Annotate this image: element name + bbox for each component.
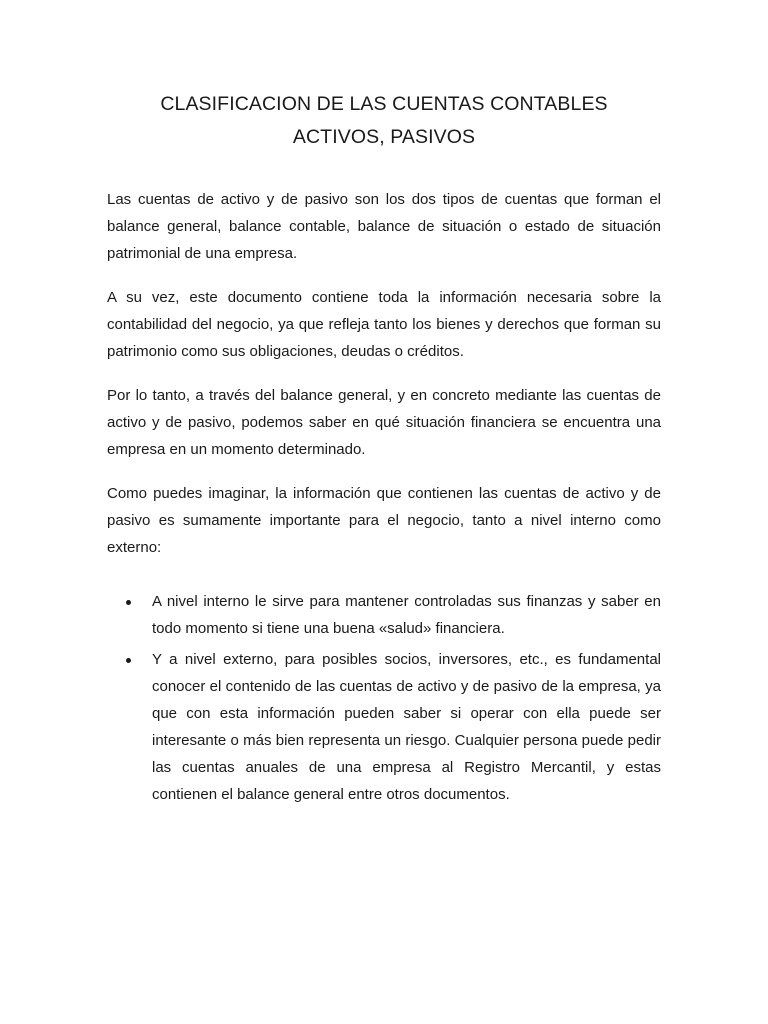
document-body: [107, 186, 661, 812]
bullet-dot-icon: [126, 600, 131, 605]
bullet-list: [107, 588, 661, 808]
paragraph-4: Como puedes imaginar, la información que contienen las cuentas de activo y de pasivo es sumamente importante para el negocio, tanto a nivel interno como externo:: [107, 485, 661, 556]
title-line-2: ACTIVOS, PASIVOS: [292, 126, 476, 148]
bullet-dot-icon: [126, 658, 131, 663]
paragraph-3: Por lo tanto, a través del balance general, y en concreto mediante las cuentas de activo y de pasivo, podemos saber en qué situación financiera se encuentra una empresa en un momento determinado.: [107, 387, 661, 458]
title-line-1: CLASIFICACION DE LAS CUENTAS CONTABLES: [160, 93, 608, 115]
document-title: [0, 88, 768, 154]
paragraph-2: A su vez, este documento contiene toda la información necesaria sobre la contabilidad del negocio, ya que refleja tanto los bienes y derechos que forman su patrimonio como sus obligaciones, deudas o créditos.: [107, 289, 661, 360]
bullet-item-2: [107, 646, 661, 808]
bullet-text-2: Y a nivel externo, para posibles socios, inversores, etc., es fundamental conocer el contenido de las cuentas de activo y de pasivo de la empresa, ya que con esta información pueden saber si operar con ella puede ser interesante o más bien representa un riesgo. Cualquier persona puede pedir las cuentas anuales de una empresa al Registro Mercantil, y estas contienen el balance general entre otros documentos.: [152, 651, 661, 803]
bullet-item-1: [107, 588, 661, 642]
paragraph-1: Las cuentas de activo y de pasivo son los dos tipos de cuentas que forman el balance general, balance contable, balance de situación o estado de situación patrimonial de una empresa.: [107, 191, 661, 262]
bullet-text-1: A nivel interno le sirve para mantener controladas sus finanzas y saber en todo momento si tiene una buena «salud» financiera.: [152, 593, 661, 637]
